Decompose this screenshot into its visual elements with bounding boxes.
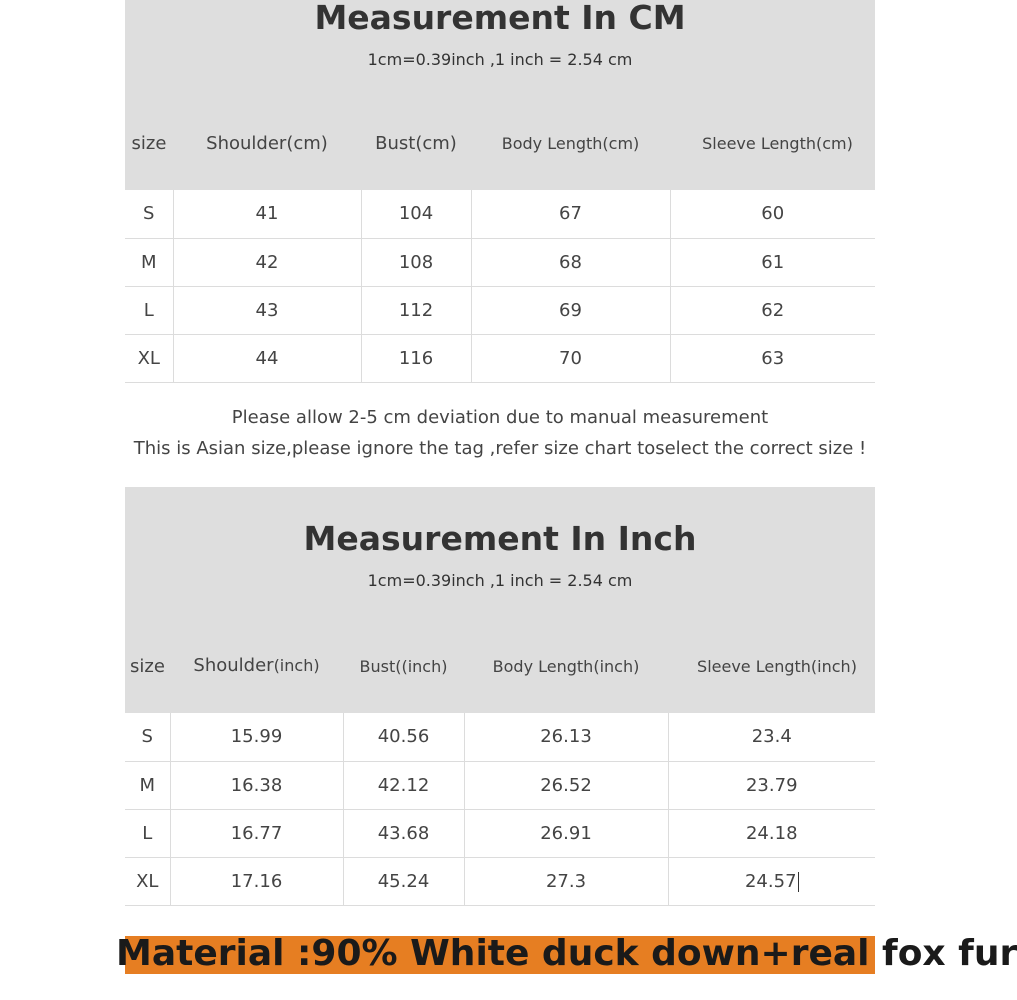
size-cell: XL	[125, 334, 173, 382]
inch-header-shoulder-unit: (inch)	[273, 656, 320, 675]
cm-header-body-length: Body Length(cm)	[501, 134, 640, 153]
shoulder-cell: 41	[173, 190, 361, 238]
inch-title: Measurement In Inch	[303, 519, 697, 558]
sleeve-length-cell: 63	[670, 334, 875, 382]
shoulder-cell: 16.38	[170, 761, 343, 809]
cm-header-panel	[125, 0, 875, 190]
bust-cell: 40.56	[343, 713, 464, 761]
inch-header-shoulder	[170, 655, 343, 676]
inch-size-table	[125, 713, 875, 906]
bust-cell: 104	[361, 190, 471, 238]
cm-header-shoulder: Shoulder(cm)	[206, 133, 328, 154]
inch-header-size: size	[130, 656, 165, 677]
sleeve-length-cell: 62	[670, 286, 875, 334]
table-row	[125, 713, 875, 761]
inch-header-bust: Bust((inch)	[359, 657, 448, 676]
bust-cell: 43.68	[343, 809, 464, 857]
bust-cell: 42.12	[343, 761, 464, 809]
size-cell: M	[125, 761, 170, 809]
text-cursor	[798, 872, 799, 892]
inch-header-sleeve-length: Sleeve Length(inch)	[697, 657, 857, 676]
table-row	[125, 857, 875, 905]
body-length-cell: 69	[471, 286, 670, 334]
material-banner	[116, 933, 1017, 974]
bust-cell: 45.24	[343, 857, 464, 905]
bust-cell: 116	[361, 334, 471, 382]
size-chart-sheet	[116, 0, 1017, 1000]
size-cell: M	[125, 238, 173, 286]
size-cell: S	[125, 713, 170, 761]
body-length-cell: 26.52	[464, 761, 668, 809]
sleeve-length-value: 24.57	[744, 870, 797, 892]
cm-header-sleeve-length: Sleeve Length(cm)	[702, 134, 853, 153]
shoulder-cell: 17.16	[170, 857, 343, 905]
bust-cell: 108	[361, 238, 471, 286]
cm-title: Measurement In CM	[314, 0, 686, 37]
sleeve-length-cell: 60	[670, 190, 875, 238]
table-row	[125, 761, 875, 809]
shoulder-cell: 42	[173, 238, 361, 286]
body-length-cell: 70	[471, 334, 670, 382]
sleeve-length-cell	[668, 857, 875, 905]
inch-conversion-note: 1cm=0.39inch ,1 inch = 2.54 cm	[367, 571, 633, 590]
deviation-note: Please allow 2-5 cm deviation due to manual measurement	[231, 407, 769, 428]
body-length-cell: 67	[471, 190, 670, 238]
body-length-cell: 26.13	[464, 713, 668, 761]
size-cell: L	[125, 809, 170, 857]
cm-size-table	[125, 190, 875, 383]
sleeve-length-cell: 23.4	[668, 713, 875, 761]
bust-cell: 112	[361, 286, 471, 334]
shoulder-cell: 15.99	[170, 713, 343, 761]
table-row	[125, 334, 875, 382]
size-cell: S	[125, 190, 173, 238]
asian-size-note: This is Asian size,please ignore the tag ,refer size chart toselect the correct size !	[133, 438, 867, 459]
body-length-cell: 27.3	[464, 857, 668, 905]
body-length-cell: 68	[471, 238, 670, 286]
sleeve-length-cell: 61	[670, 238, 875, 286]
inch-header-shoulder-label: Shoulder	[193, 655, 274, 676]
sleeve-length-cell: 23.79	[668, 761, 875, 809]
table-row	[125, 190, 875, 238]
material-text: Material :90% White duck down+real fox fur	[116, 933, 1017, 974]
shoulder-cell: 16.77	[170, 809, 343, 857]
table-row	[125, 238, 875, 286]
body-length-cell: 26.91	[464, 809, 668, 857]
size-cell: L	[125, 286, 173, 334]
shoulder-cell: 44	[173, 334, 361, 382]
sleeve-length-cell: 24.18	[668, 809, 875, 857]
size-cell: XL	[125, 857, 170, 905]
inch-header-body-length: Body Length(inch)	[492, 657, 640, 676]
table-row	[125, 286, 875, 334]
shoulder-cell: 43	[173, 286, 361, 334]
cm-conversion-note: 1cm=0.39inch ,1 inch = 2.54 cm	[367, 50, 633, 69]
cm-header-bust: Bust(cm)	[375, 133, 457, 154]
cm-header-size: size	[131, 133, 167, 154]
table-row	[125, 809, 875, 857]
inch-header-panel	[125, 487, 875, 713]
